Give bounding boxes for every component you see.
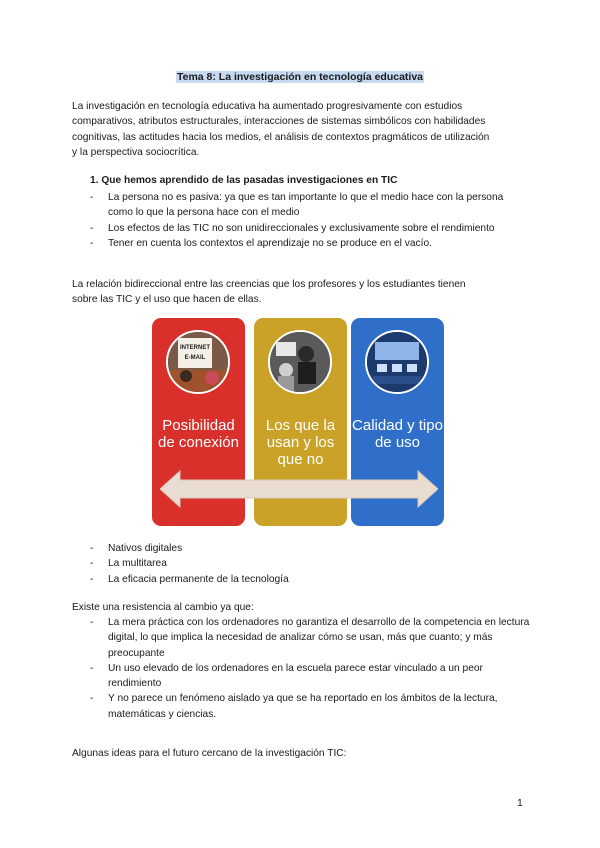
relation-paragraph: La relación bidireccional entre las creencias que los profesores y los estudiantes tienen sobre las TIC y el uso que hacen de ellas.: [72, 279, 466, 306]
list-item: - Los efectos de las TIC no son unidireccionales y exclusivamente sobre el rendimiento: [90, 221, 530, 236]
tic-diagram: [148, 308, 450, 538]
list-item: - Y no parece un fenómeno aislado ya que se ha reportado en los ámbitos de la lectura, matemáticas y ciencias.: [90, 691, 530, 722]
section-heading: 1. Que hemos aprendido de las pasadas investigaciones en TIC: [90, 175, 398, 186]
resistance-intro: Existe una resistencia al cambio ya que:: [72, 602, 254, 613]
resistance-list: [90, 615, 530, 722]
column-label: Calidad y tipo de uso: [352, 417, 443, 451]
learned-list: [90, 190, 530, 251]
page-number: 1: [517, 797, 523, 809]
list-item: - La multitarea: [90, 556, 530, 571]
list-item: - Un uso elevado de los ordenadores en la escuela parece estar vinculado a un peor rendimiento: [90, 661, 530, 692]
svg-text:E-MAIL: E-MAIL: [184, 355, 206, 361]
column-label: Posibilidad de conexión: [158, 417, 239, 451]
list-item: - La persona no es pasiva: ya que es tan importante lo que el medio hace con la persona como lo que la persona hace con el medio: [90, 190, 530, 221]
list-item: - Nativos digitales: [90, 541, 530, 556]
page-title: Tema 8: La investigación en tecnología educativa: [176, 71, 424, 83]
future-paragraph: Algunas ideas para el futuro cercano de la investigación TIC:: [72, 748, 347, 759]
svg-text:INTERNET: INTERNET: [180, 345, 210, 351]
column-label: Los que la usan y los que no: [265, 417, 336, 468]
photo-computer-users: [268, 330, 332, 394]
photo-classroom: [365, 330, 429, 394]
intro-paragraph: La investigación en tecnología educativa ha aumentado progresivamente con estudios comparativos, atributos estructurales, interacciones de sistemas simbólicos con habilidades cognitivas, las actitudes hacia los medios, el análisis de contextos pragmáticos de utilización y la perspectiva sociocrítica.: [72, 101, 490, 158]
double-arrow: [160, 469, 438, 509]
photo-internet-cafe: [166, 330, 230, 394]
list-item: - La eficacia permanente de la tecnología: [90, 572, 530, 587]
list-item: - Tener en cuenta los contextos el aprendizaje no se produce en el vacío.: [90, 236, 530, 251]
list-item: - La mera práctica con los ordenadores no garantiza el desarrollo de la competencia en lectura digital, lo que implica la necesidad de analizar cómo se usan, más que cuanto; y más preocupante: [90, 615, 530, 661]
concepts-list: [90, 541, 530, 587]
